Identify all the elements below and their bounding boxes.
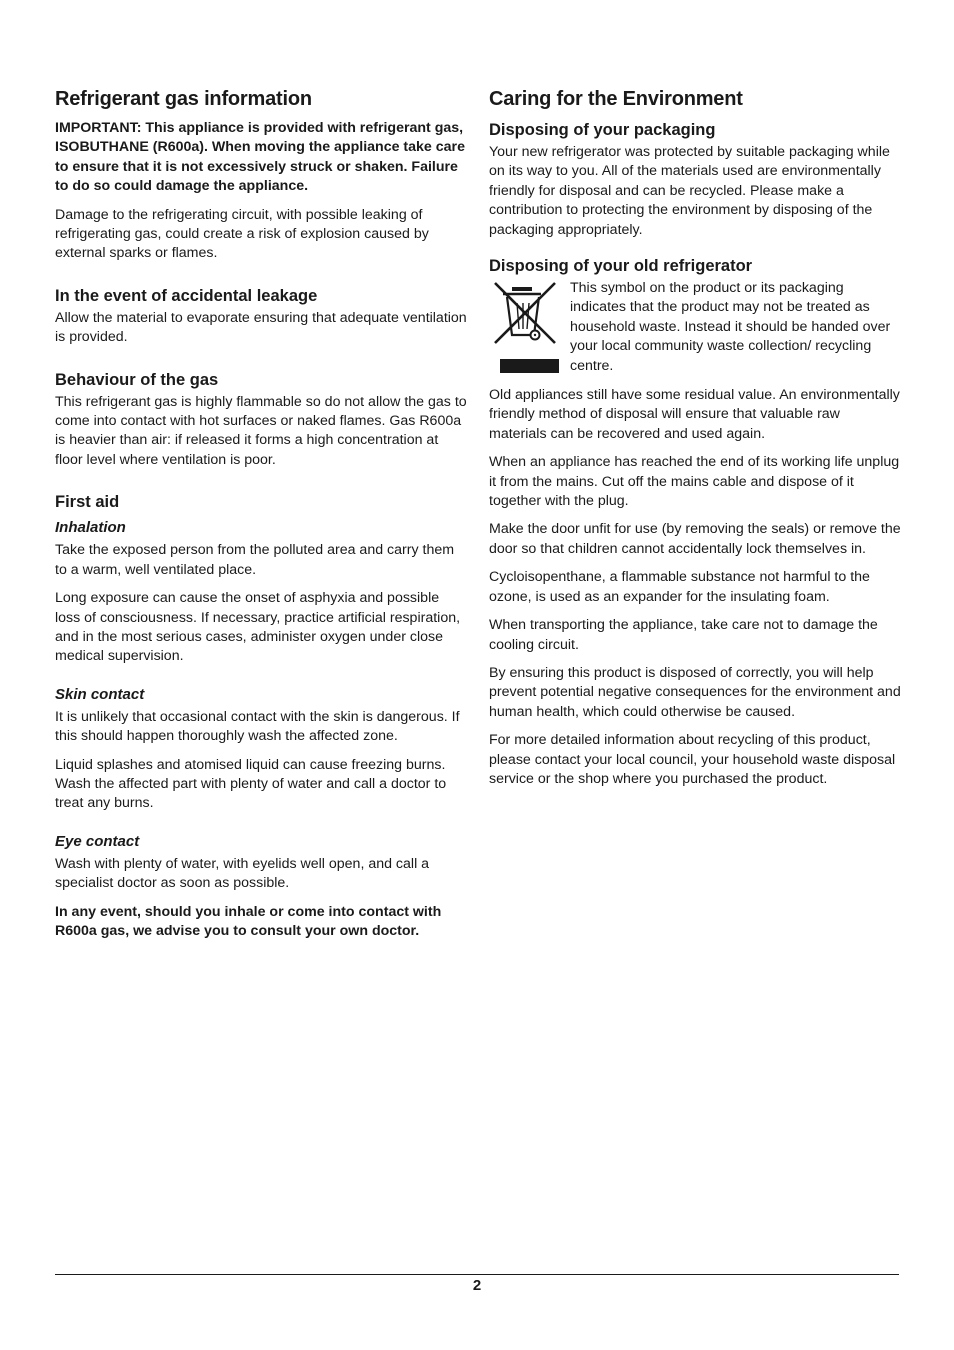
important-text: This appliance is provided with refrigerant gas, ISOBUTHANE (R600a). When moving the appliance take care to ensure that it is not excessively struck or shaken. Failure to do so could damage the appliance. [55,120,465,195]
behaviour-paragraph: This refrigerant gas is highly flammable so do not allow the gas to come into contact with hot surfaces or naked flames. Gas R600a is heavier than air: if released it forms a high concentration at floor level where ventilation is poor. [55,393,467,468]
old-fridge-heading: Disposing of your old refrigerator [489,257,753,276]
transport-paragraph: When transporting the appliance, take care not to damage the cooling circuit. [489,617,878,653]
inhalation-paragraph-1: Take the exposed person from the polluted area and carry them to a warm, well ventilated place. [55,542,455,578]
behaviour-heading: Behaviour of the gas [55,370,219,389]
page-number: 2 [472,1277,482,1294]
right-column [489,86,901,798]
final-warning: In any event, should you inhale or come into contact with R600a gas, we advise you to consult your own doctor. [55,903,442,939]
more-info-paragraph: For more detailed information about recycling of this product, please contact your local council, your household waste disposal service or the shop where you purchased the product. [489,732,896,787]
cyclo-paragraph: Cycloisopenthane, a flammable substance not harmful to the ozone, is used as an expander for the insulating foam. [489,569,870,605]
important-notice [55,119,467,197]
weee-symbol-row [489,279,901,377]
first-aid-heading: First aid [55,493,120,512]
unplug-paragraph: When an appliance has reached the end of its working life unplug it from the mains. Cut off the mains cable and dispose of it together with the plug. [489,454,900,510]
eye-contact-heading: Eye contact [55,832,140,850]
left-column [55,86,467,950]
important-label: IMPORTANT: [55,120,142,136]
refrigerant-gas-title: Refrigerant gas information [55,88,312,110]
skin-paragraph-1: It is unlikely that occasional contact with the skin is dangerous. If this should happen thoroughly wash the affected zone. [55,708,460,745]
door-paragraph: Make the door unfit for use (by removing the seals) or remove the door so that children cannot accidentally lock themselves in. [489,521,901,557]
inhalation-heading: Inhalation [55,519,126,537]
skin-contact-heading: Skin contact [55,685,145,703]
damage-paragraph: Damage to the refrigerating circuit, with possible leaking of refrigerating gas, could create a risk of explosion caused by external sparks or flames. [55,206,429,262]
caring-environment-title: Caring for the Environment [489,88,743,110]
footer-divider [55,1274,899,1275]
residual-paragraph: Old appliances still have some residual value. An environmentally friendly method of disposal will ensure that valuable raw materials can be recovered and used again. [489,387,900,442]
eye-paragraph: Wash with plenty of water, with eyelids well open, and call a specialist doctor as soon as possible. [55,855,430,892]
leakage-paragraph: Allow the material to evaporate ensuring that adequate ventilation is provided. [55,309,467,346]
leakage-heading: In the event of accidental leakage [55,286,318,305]
packaging-paragraph: Your new refrigerator was protected by suitable packaging while on its way to you. All of the materials used are environmentally friendly for disposal and can be recycled. Please make a contribution to protecting the environment by disposing of the packaging appropriately. [489,144,890,238]
inhalation-paragraph-2: Long exposure can cause the onset of asphyxia and possible loss of consciousness. If necessary, practice artificial respiration, and in the most serious cases, administer oxygen under close medical supervision. [55,590,461,665]
crossed-out-wheelie-bin-icon [489,277,565,377]
packaging-heading: Disposing of your packaging [489,121,716,139]
symbol-paragraph: This symbol on the product or its packaging indicates that the product may not be treated as household waste. Instead it should be handed over your local community waste collection/ recycling centre. [570,280,891,374]
ensure-paragraph: By ensuring this product is disposed of correctly, you will help prevent potential negative consequences for the environment and human health, which could otherwise be caused. [489,664,901,720]
skin-paragraph-2: Liquid splashes and atomised liquid can cause freezing burns. Wash the affected part with plenty of water and call a doctor to treat any burns. [55,756,447,812]
